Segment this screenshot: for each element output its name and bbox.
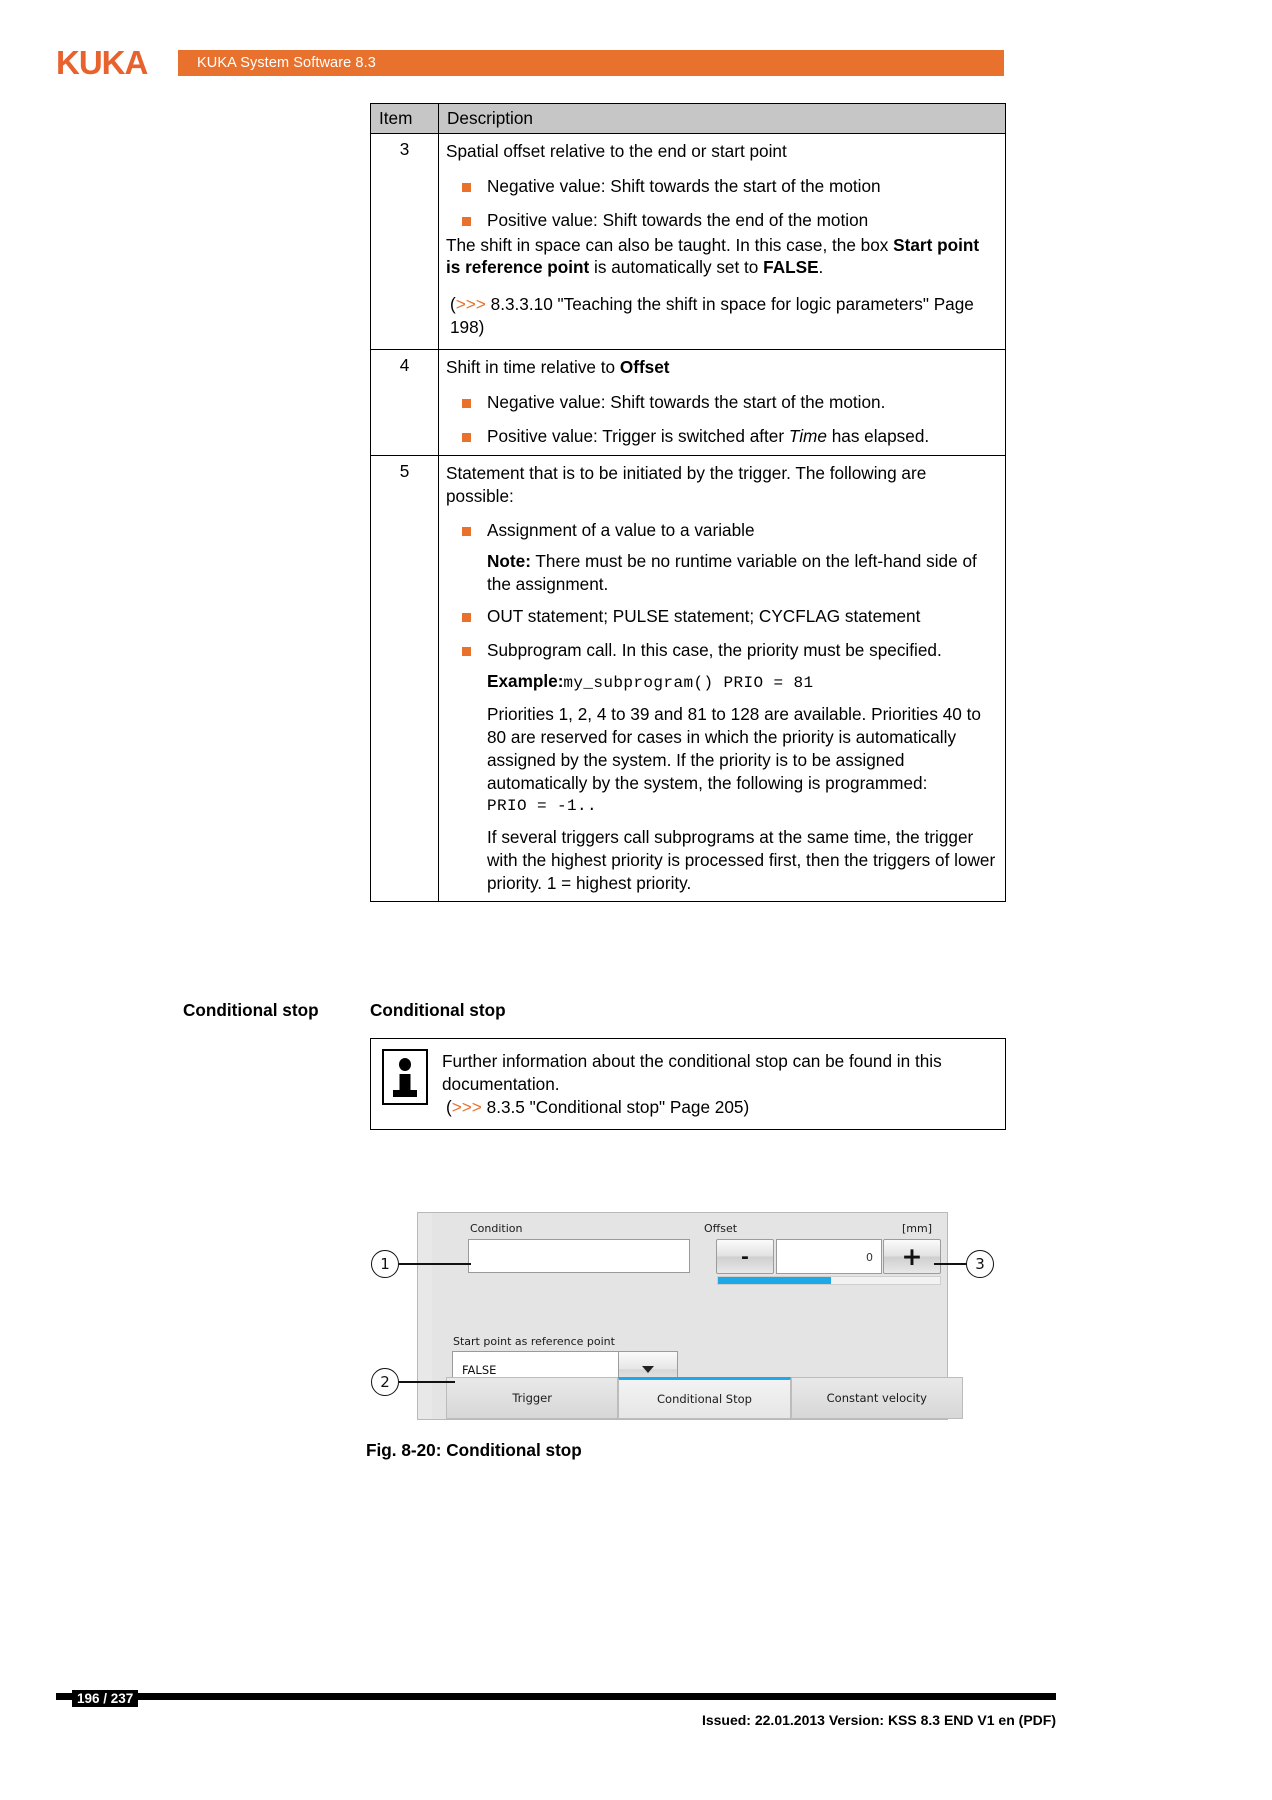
list-item: Positive value: Shift towards the end of the motion — [446, 209, 998, 232]
row-item-number: 4 — [371, 350, 439, 456]
info-xref-arrow-icon: >>> — [451, 1096, 482, 1117]
list-item — [446, 425, 998, 448]
figure-caption: Fig. 8-20: Conditional stop — [366, 1440, 582, 1460]
tab-trigger[interactable]: Trigger — [446, 1377, 618, 1419]
row-description — [439, 133, 1006, 349]
offset-slider[interactable] — [717, 1276, 941, 1285]
row4-bullet2-post: has elapsed. — [826, 425, 930, 446]
info-line-2: documentation. — [442, 1073, 560, 1094]
row5-note — [446, 550, 998, 596]
list-item: Negative value: Shift towards the start of the motion — [446, 175, 998, 198]
condition-input[interactable] — [468, 1239, 690, 1273]
list-item: Negative value: Shift towards the start of the motion. — [446, 391, 998, 414]
item-description-table — [370, 103, 1006, 902]
callout-leader-2 — [399, 1381, 455, 1383]
info-icon-base — [393, 1090, 417, 1097]
dialog-tab-bar — [446, 1377, 963, 1419]
xref-text: 8.3.3.10 "Teaching the shift in space for logic parameters" Page 198) — [450, 294, 974, 338]
info-line-1: Further information about the conditional stop can be found in this — [442, 1051, 942, 1071]
information-icon — [382, 1049, 428, 1105]
list-item: Subprogram call. In this case, the priority must be specified. — [446, 639, 998, 662]
row4-bullet-list — [446, 391, 998, 448]
table-row — [371, 350, 1006, 456]
row3-para-bold2: FALSE — [763, 257, 819, 278]
row4-intro — [446, 354, 998, 382]
info-icon-dot — [399, 1058, 411, 1071]
row4-bullet2-pre: Positive value: Trigger is switched after — [487, 425, 789, 446]
row5-note-text: There must be no runtime variable on the left-hand side of the assignment. — [487, 551, 977, 595]
info-note-box — [370, 1038, 1006, 1130]
row5-example-code: my_subprogram() PRIO = 81 — [563, 673, 814, 692]
margin-heading-conditional-stop: Conditional stop — [183, 1000, 319, 1020]
info-xref-open-paren: ( — [446, 1096, 452, 1117]
callout-marker-1: 1 — [371, 1250, 399, 1278]
callout-leader-3 — [934, 1263, 966, 1265]
footer-page-number: 196 / 237 — [72, 1690, 138, 1707]
dialog-body — [432, 1213, 947, 1419]
header-title: KUKA System Software 8.3 — [197, 55, 376, 71]
offset-input[interactable]: 0 — [776, 1239, 882, 1274]
page-header — [0, 46, 1272, 80]
row3-bullet-list — [446, 175, 998, 232]
condition-label: Condition — [470, 1222, 523, 1235]
xref-arrow-icon: >>> — [455, 294, 486, 315]
tab-constant-velocity[interactable]: Constant velocity — [791, 1377, 963, 1419]
list-item: Assignment of a value to a variable — [446, 519, 998, 542]
conditional-stop-dialog — [417, 1212, 948, 1420]
callout-leader-1 — [399, 1263, 471, 1265]
row4-intro-plain: Shift in time relative to — [446, 357, 620, 377]
table-row — [371, 133, 1006, 349]
row3-para-part1: The shift in space can also be taught. In this case, the box — [446, 234, 894, 255]
xref-open-paren: ( — [450, 294, 456, 315]
table-header-row — [371, 104, 1006, 134]
start-point-reference-select[interactable]: FALSE — [452, 1351, 678, 1387]
row5-note-label: Note: — [487, 551, 531, 572]
offset-decrement-button[interactable]: - — [716, 1239, 774, 1274]
info-xref-text: 8.3.5 "Conditional stop" Page 205) — [481, 1096, 750, 1117]
row3-para-part3: . — [818, 257, 824, 278]
header-title-bar — [178, 50, 1004, 76]
row-description — [439, 455, 1006, 902]
row4-intro-bold: Offset — [619, 357, 670, 377]
offset-label: Offset — [704, 1222, 738, 1235]
list-item: OUT statement; PULSE statement; CYCFLAG statement — [446, 605, 998, 628]
row5-example — [446, 670, 998, 694]
footer-rule — [56, 1693, 1056, 1700]
row3-intro: Spatial offset relative to the end or start point — [446, 140, 787, 161]
row-item-number: 3 — [371, 133, 439, 349]
info-note-text — [442, 1049, 942, 1119]
table-row — [371, 455, 1006, 902]
figure-conditional-stop — [380, 1130, 985, 1406]
offset-unit-label: [mm] — [902, 1222, 933, 1235]
row5-intro: Statement that is to be initiated by the trigger. The following are possible: — [446, 462, 927, 506]
row3-cross-reference — [446, 282, 998, 342]
row3-para-bold1: Start point is reference point — [446, 234, 980, 278]
callout-marker-3: 3 — [966, 1250, 994, 1278]
tab-conditional-stop[interactable]: Conditional Stop — [618, 1377, 790, 1419]
row5-priorities: Priorities 1, 2, 4 to 39 and 81 to 128 are available. Priorities 40 to 80 are reserved for cases in which the priority is automatically assigned by the system. If the priority is to be assigned automatically by the system, the following is programmed: — [487, 704, 981, 793]
offset-slider-fill — [718, 1277, 831, 1284]
row5-bullet-list — [446, 519, 998, 542]
row5-bullet-list-2 — [446, 605, 998, 662]
start-point-reference-label: Start point as reference point — [453, 1335, 615, 1348]
row3-para-part2: is automatically set to — [589, 257, 764, 278]
footer-issued-info: Issued: 22.01.2013 Version: KSS 8.3 END V1 en (PDF) — [701, 1712, 1056, 1728]
row4-bullet2-italic: Time — [788, 425, 827, 446]
row5-trailing: If several triggers call subprograms at the same time, the trigger with the highest priority is processed first, then the triggers of lower priority. 1 = highest priority. — [487, 826, 996, 893]
column-header-description: Description — [439, 104, 1006, 134]
offset-increment-button[interactable]: + — [883, 1239, 941, 1274]
row5-prio-code: PRIO = -1.. — [487, 796, 598, 815]
column-header-item: Item — [371, 104, 439, 134]
row-item-number: 5 — [371, 455, 439, 902]
callout-marker-2: 2 — [371, 1368, 399, 1396]
kuka-logo: KUKA — [56, 44, 148, 81]
row-description — [439, 350, 1006, 456]
caret-shape — [642, 1366, 654, 1373]
row5-example-label: Example: — [487, 670, 564, 691]
row3-paragraph — [446, 232, 998, 283]
info-cross-reference — [442, 1096, 942, 1119]
section-heading-conditional-stop: Conditional stop — [370, 1000, 506, 1020]
